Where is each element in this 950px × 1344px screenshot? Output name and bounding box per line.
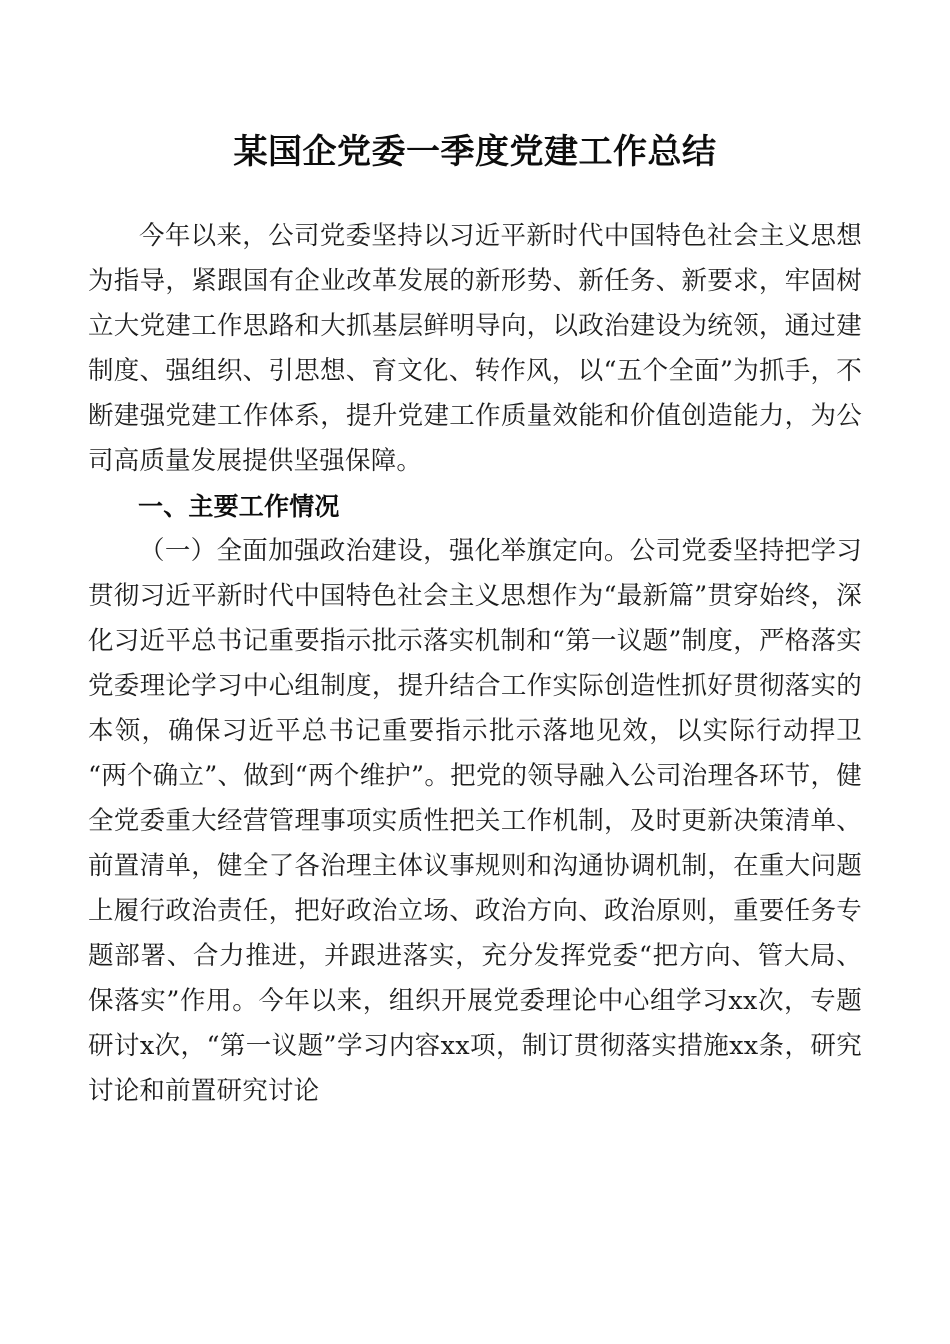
subsection-one-paragraph: （一）全面加强政治建设，强化举旗定向。公司党委坚持把学习贯彻习近平新时代中国特色社会主义思想作为“最新篇”贯穿始终，深化习近平总书记重要指示批示落实机制和“第一议题”制度，严格落实党委理论学习中心组制度，提升结合工作实际创造性抓好贯彻落实的本领，确保习近平总书记重要指示批示落地见效，以实际行动捍卫“两个确立”、做到“两个维护”。把党的领导融入公司治理各环节，健全党委重大经营管理事项实质性把关工作机制，及时更新决策清单、前置清单，健全了各治理主体议事规则和沟通协调机制，在重大问题上履行政治责任，把好政治立场、政治方向、政治原则，重要任务专题部署、合力推进，并跟进落实，充分发挥党委“把方向、管大局、保落实”作用。今年以来，组织开展党委理论中心组学习xx次，专题研讨x次，“第一议题”学习内容xx项，制订贯彻落实措施xx条，研究讨论和前置研究讨论 (88, 536, 862, 1106)
document-body (88, 176, 862, 1114)
section-heading-one: 一、主要工作情况 (138, 492, 340, 521)
opening-paragraph: 今年以来，公司党委坚持以习近平新时代中国特色社会主义思想为指导，紧跟国有企业改革发展的新形势、新任务、新要求，牢固树立大党建工作思路和大抓基层鲜明导向，以政治建设为统领，通过建制度、强组织、引思想、育文化、转作风，以“五个全面”为抓手，不断建强党建工作体系，提升党建工作质量效能和价值创造能力，为公司高质量发展提供坚强保障。 (88, 221, 862, 476)
document-title: 某国企党委一季度党建工作总结 (233, 132, 717, 172)
